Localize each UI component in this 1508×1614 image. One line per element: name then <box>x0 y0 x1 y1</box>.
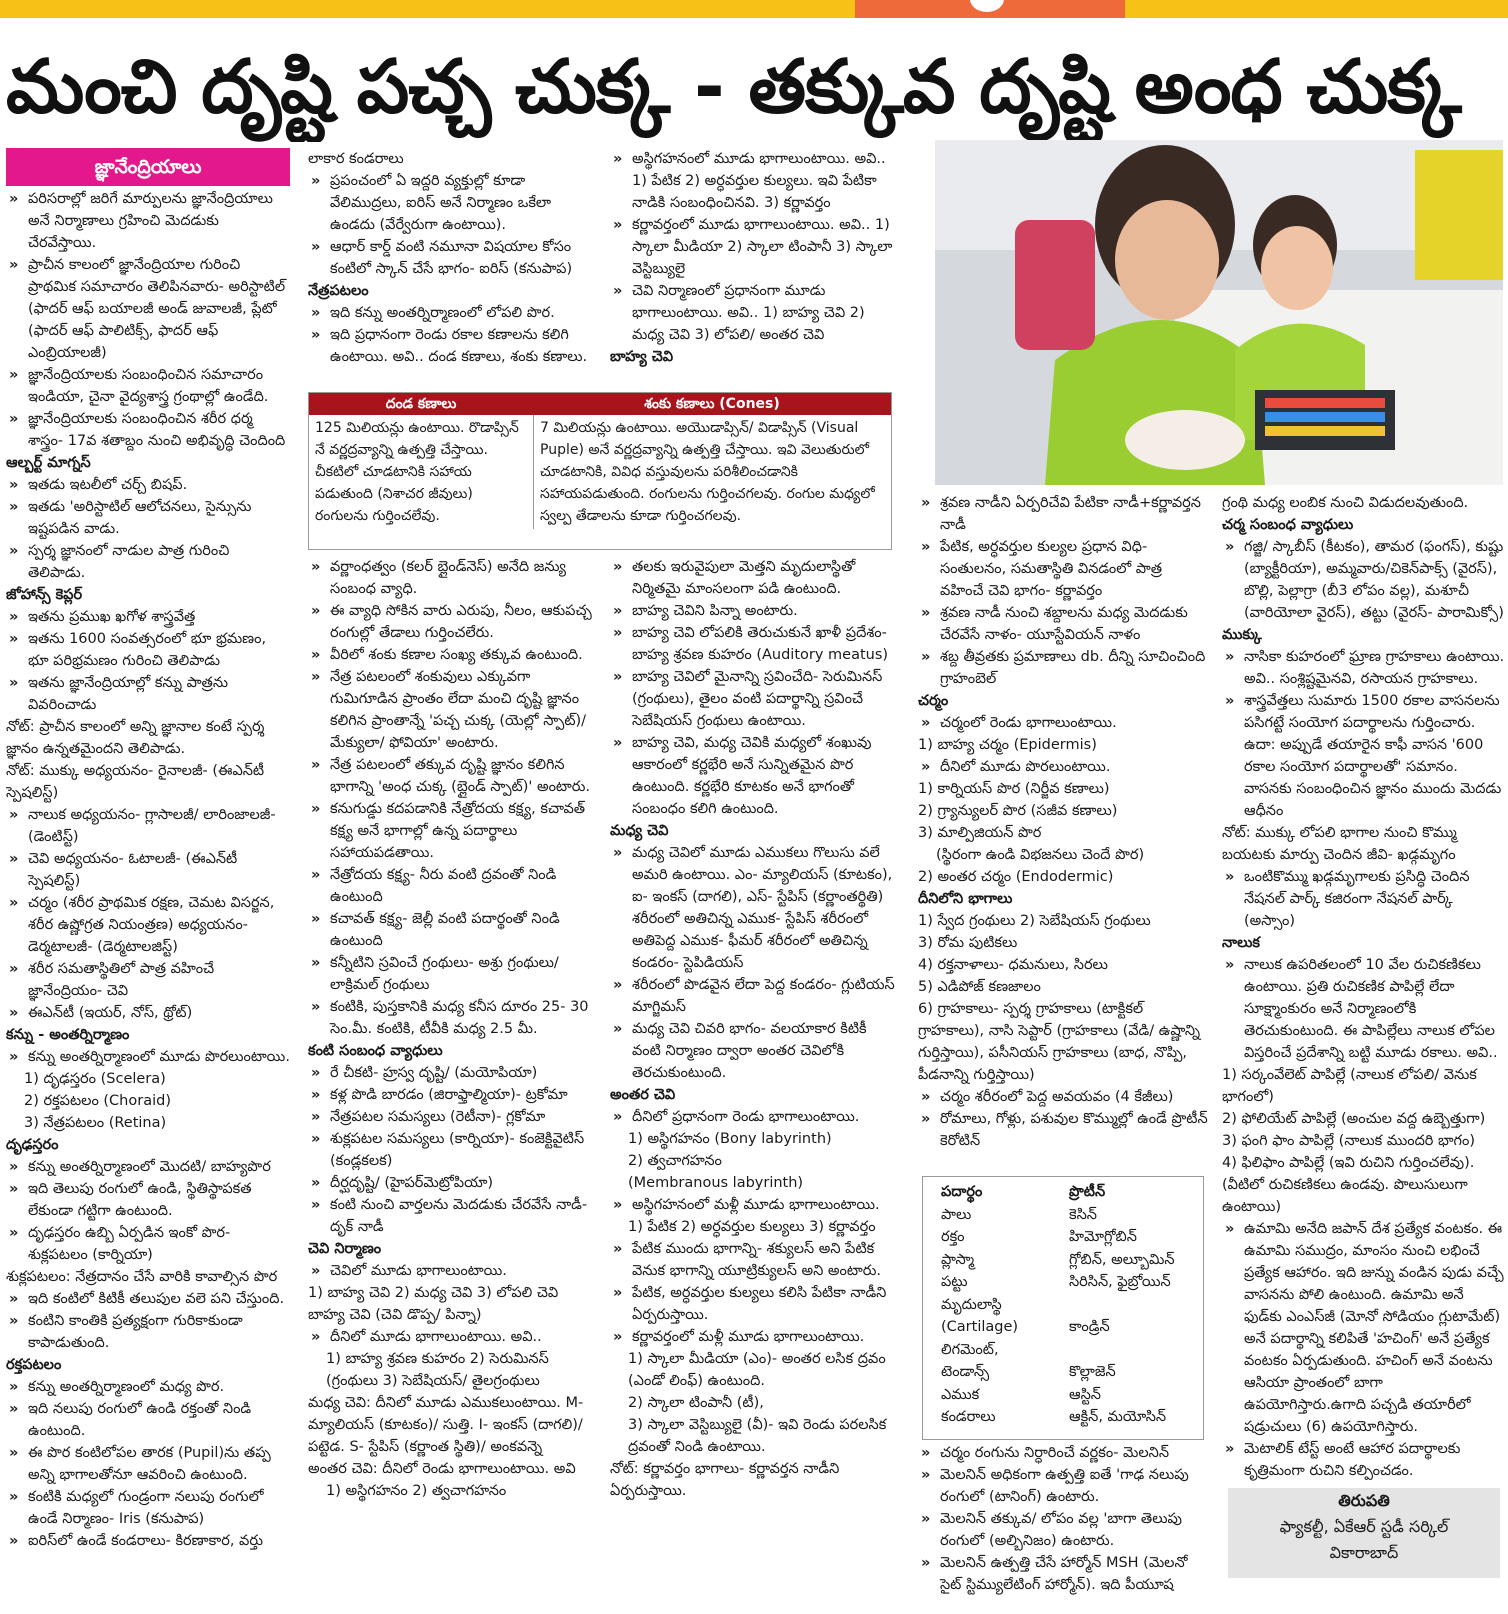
paragraph: నోట్: ముక్కు లోపలి భాగాల నుంచి కొమ్ము బయటకు మార్పు చెందిన జీవి- ఖడ్గమృగం <box>1222 825 1457 863</box>
indented-item: 2) స్కాలా టింపానీ (టీ), <box>628 1395 764 1411</box>
bullet-item: » బాహ్య చెవిని పిన్నా అంటారు. <box>610 600 900 622</box>
bullet-item: » జ్ఞానేంద్రియాలకు సంబంధించిన శరీర ధర్మ శాస్త్రం- 17వ శతాబ్దం నుంచి అభివృద్ధి చెందింది <box>6 408 290 452</box>
subheading: చెవి నిర్మాణం <box>308 1241 382 1257</box>
bullet-item: » మెలనిన్ తక్కువ/ లోపం వల్ల 'బాగా తెలుపు రంగులో (అల్బినిజం) ఉంటారు. <box>918 1508 1208 1552</box>
rods-text: 125 మిలియన్లు ఉంటాయి. రొడాప్సిన్ నే వర్ణద్రవ్యాన్ని ఉత్పత్తి చేస్తాయి. చీకటిలో చూడటానికి సహాయ పడుతుంది (నిశాచర జీవులు) రంగులను గుర్తించలేవు. <box>309 415 534 529</box>
indented-item: 2) త్వచాగహనం <box>628 1153 722 1169</box>
author-byline <box>1228 1488 1500 1578</box>
bullet-item: » పేటిక, అర్ధవర్తుల కుల్యలు కలిసి పేటికా నాడీని ఏర్పరుస్తాయి. <box>610 1282 900 1326</box>
bullet-item: » చెవిలో మూడు భాగాలుంటాయి. <box>308 1260 593 1282</box>
paragraph: లాకార కండరాలు <box>308 151 404 167</box>
paragraph: 4) రక్తనాళాలు- ధమనులు, సిరలు <box>918 957 1108 973</box>
bullet-item: » ఆధార్ కార్డ్ వంటి నమూనా విషయాల కోసం కంటిలో స్కాన్ చేసే భాగం- ఐరిస్ (కనుపాప) <box>308 236 593 280</box>
column-4-bottom <box>918 1442 1208 1610</box>
bullet-item: » ఇతడు 'అరిస్టాటిల్ ఆలోచనలు, సైన్సును ఇష్టపడిన వాడు. <box>6 496 290 540</box>
substance-cell: ఎముక <box>941 1386 980 1403</box>
protein-cell <box>1069 1339 1183 1362</box>
column-1 <box>6 148 290 1608</box>
paragraph: 6) గ్రాహకాలు- స్పర్శ గ్రాహకాలు (టాక్టికల్ గ్రాహకాలు), నాసి సెప్టార్ (గ్రాహకాలు (వేడి/ ఉష్ణాన్ని గుర్తిస్తాయి), పసీనియస్ గ్రాహకాలు (బాధ, నొప్పి, పీడనాన్ని గుర్తిస్తాయి) <box>918 1001 1200 1083</box>
bullet-item: » నేత్రోదయ కక్ష్య- నీరు వంటి ద్రవంతో నిండి ఉంటుంది <box>308 864 593 908</box>
cones-header: శంకు కణాలు (Cones) <box>644 396 780 412</box>
bullet-item: » ఇతను జ్ఞానేంద్రియాల్లో కన్ను పాత్రను వివరించాడు <box>6 672 290 716</box>
bullet-item: » కర్ణావర్తంలో మూడు భాగాలుంటాయి. అవి.. 1) స్కాలా మీడియా 2) స్కాలా టింపానీ 3) స్కాలా వెస్టిబ్యులై <box>610 214 900 280</box>
bullet-item: » ఈ పొర కంటిలోపల తారక (Pupil)ను తప్ప అన్ని భాగాలతోనూ ఆవరించి ఉంటుంది. <box>6 1442 290 1486</box>
protein-cell: హిమోగ్లోబిన్ <box>1069 1229 1137 1245</box>
column-4 <box>918 492 1208 1172</box>
paragraph: 2) అంతర చర్మం (Endodermic) <box>918 869 1114 885</box>
bullet-item: » ఒంటికొమ్ము ఖడ్గమృగాలకు ప్రసిద్ధి చెందిన నేషనల్ పార్క్ కజిరంగా నేషనల్ పార్క్ (అస్సాం) <box>1222 866 1506 932</box>
protein-cell: కెసిన్ <box>1069 1206 1097 1223</box>
bullet-item: » నాసికా కుహరంలో ఘ్రాణ గ్రాహకాలు ఉంటాయి. అవి.. సంశ్లిష్టమైనవి, రసాయన గ్రాహకాలు. <box>1222 646 1506 690</box>
paragraph: 4) ఫిలిఫాం పాపిల్లే (ఇవి రుచిని గుర్తించలేవు). (వీటిలో రుచికణికలు ఉండవు. పొలుసులుగా ఉంటాయి) <box>1222 1155 1475 1215</box>
author-affiliation: ఫ్యాకల్టీ, ఏకేఆర్ స్టడీ సర్కిల్ <box>1279 1517 1449 1536</box>
subheading: జోహాన్స్ కెప్లర్ <box>6 587 83 603</box>
subheading: కంటి సంబంధ వ్యాధులు <box>308 1043 443 1059</box>
column-3-bottom <box>610 556 900 1610</box>
bullet-item: » బాహ్య చెవి లోపలికి తెరుచుకునే ఖాళీ ప్రదేశం- బాహ్య శ్రవణ కుహరం (Auditory meatus) <box>610 622 900 666</box>
subheading: నాలుక <box>1222 935 1260 951</box>
paragraph: మధ్య చెవి: దీనిలో మూడు ఎముకలుంటాయి. M- మ్యాలియస్ (కూటకం)/ సుత్తి. I- ఇంకస్ (దాగలి)/ పట్టెడ. S- స్టేపిస్ (కర్ణాంత స్థితి)/ అంకవన్నె <box>308 1395 584 1455</box>
photo-illustration <box>935 140 1503 485</box>
protein-row <box>941 1204 1183 1227</box>
bullet-item: » నాలుక అధ్యయనం- గ్లాసాలజీ/ లారింజాలజీ- (డెంటిస్ట్) <box>6 804 290 848</box>
bullet-item: » పేటిక, అర్ధవర్తుల కుల్యల ప్రధాన విధి- సంతులనం, సమతాస్థితి వినడంలో పాత్ర వహించే చెవి భాగం- కర్ణావర్తం <box>918 536 1208 602</box>
bullet-item: » వర్ణాంధత్వం (కలర్ బ్లైండ్‌నెస్) అనేది జన్యు సంబంధ వ్యాధి. <box>308 556 593 600</box>
bullet-item: » బాహ్య చెవి, మధ్య చెవికి మధ్యలో శంఖువు ఆకారంలో కర్ణభేరి అనే సున్నితమైన పొర ఉంటుంది. కర్ణభేరి కూటకం అనే భాగంతో సంబంధం కలిగి ఉంటుంది. <box>610 732 900 820</box>
column-2-bottom <box>308 556 593 1610</box>
paragraph: అంతర చెవి: దీనిలో రెండు భాగాలుంటాయి. అవి <box>308 1461 576 1477</box>
paragraph: 2) గ్ర్యాన్యులర్ పొర (సజీవ కణాలు) <box>918 803 1118 819</box>
bullet-item: » నేత్ర పటలంలో శంకువులు ఎక్కువగా గుమిగూడిన ప్రాంతం లేదా మంచి దృష్టి జ్ఞానం కలిగిన ప్రాంతాన్నే 'పచ్చ చుక్క (యెల్లో స్పాట్)/ మేక్యులా/ ఫోవియా' అంటారు. <box>308 666 593 754</box>
paragraph: 1) కార్నియస్ పొర (నిర్జీవ కణాలు) <box>918 781 1110 797</box>
bullet-item: » ఇది తెలుపు రంగులో ఉండి, స్థితిస్థాపకత లేకుండా గట్టిగా ఉంటుంది. <box>6 1178 290 1222</box>
bullet-item: » ఇది కన్ను అంతర్నిర్మాణంలో లోపలి పొర. <box>308 302 593 324</box>
indented-item: 1) బాహ్య శ్రవణ కుహరం 2) సెరుమినస్ (గ్రంథులు 3) సెబేషియస్/ తైలగ్రంథులు <box>326 1351 549 1389</box>
substance-cell: మృదులాస్థి <box>941 1296 1002 1313</box>
bullet-item: » కంటిని కాంతికి ప్రత్యక్షంగా గురికాకుండా కాపాడుతుంది. <box>6 1310 290 1354</box>
paragraph: నోట్: ముక్కు అధ్యయనం- రైనాలజీ- (ఈఎన్‌టీ స్పెషలిస్ట్) <box>6 763 265 801</box>
bullet-item: » కనుగుడ్డు కదపడానికి నేత్రోదయ కక్ష్య, కచావత్ కక్ష్య అనే భాగాల్లో ఉన్న పదార్థాలు సహాయపడతాయి. <box>308 798 593 864</box>
bullet-item: » బాహ్య చెవిలో మైనాన్ని స్రవించేది- సెరుమినస్ (గ్రంథులు), తైలం వంటి పదార్థాన్ని స్రవించే సెబేషియస్ గ్రంథులు ఉంటాయి. <box>610 666 900 732</box>
substance-cell: కండరాలు <box>941 1409 996 1425</box>
indented-item: 3) నేత్రపటలం (Retina) <box>24 1115 167 1131</box>
bullet-item: » గజ్జి/ స్కాబీస్ (కీటకం), తామర (ఫంగస్), కుష్టు (బ్యాక్టీరియా), అమ్మవారు/చికెన్‌పాక్స్ (వైరస్), బొల్లి, పెల్లాగ్రా (బీ3 లోపం వల్ల), మశూచీ (వారియోలా వైరస్), తట్టు (వైరస్- పారామిక్సో) <box>1222 536 1506 624</box>
paragraph: 1) స్వేద గ్రంథులు 2) సెబేషియస్ గ్రంథులు <box>918 913 1151 929</box>
protein-cell <box>1069 1294 1183 1317</box>
subheading: దృఢస్తరం <box>6 1137 59 1153</box>
substance-cell: టెండాన్స్ <box>941 1364 990 1380</box>
protein-row <box>941 1226 1183 1249</box>
bullet-item: » శరీరంలో పొడవైన లేదా పెద్ద కండరం- గ్లుటియస్ మాగ్జిమస్ <box>610 974 900 1018</box>
bullet-item: » చర్మం రంగును నిర్ధారించే వర్ణకం- మెలనిన్ <box>918 1442 1208 1464</box>
bullet-item: » ఐరిస్‌లో ఉండే కండరాలు- కిరణాకార, వర్తు <box>6 1530 290 1552</box>
bullet-item: » శ్రవణ నాడీ నుంచి శబ్దాలను మధ్య మెదడుకు చేరవేసే నాళం- యూస్టేవియన్ నాళం <box>918 602 1208 646</box>
bullet-item: » చర్మం (శరీర ప్రాథమిక రక్షణ, చెమట విసర్జన, శరీర ఉష్ణోగ్రత నియంత్రణ) అధ్యయనం- డెర్మటాలజీ- (డెర్మటాలజిస్ట్) <box>6 892 290 958</box>
section-tag: జ్ఞానేంద్రియాలు <box>6 148 290 186</box>
bullet-item: » మధ్య చెవి చివరి భాగం- వలయాకార కిటికీ వంటి నిర్మాణం ద్వారా అంతర చెవిలోకి తెరచుకుంటుంది. <box>610 1018 900 1084</box>
bullet-item: » ఇతను 1600 సంవత్సరంలో భూ భ్రమణం, భూ పరిభ్రమణం గురించి తెలిపాడు <box>6 628 290 672</box>
indented-item: 3) స్కాలా వెస్టిబ్యులై (వీ)- ఇవి రెండు పరలసిక ద్రవంతో నిండి ఉంటాయి. <box>628 1417 887 1455</box>
protein-row <box>941 1271 1183 1294</box>
cones-text: 7 మిలియన్లు ఉంటాయి. అయొడాప్సిన్/ విడాప్సిన్ (Visual Puple) అనే వర్ణద్రవ్యాన్ని ఉత్పత్తి చేస్తాయి. ఇవి వెలుతురులో చూడటానికి, వివిధ వస్తువులను పరిశీలించడానికి సహాయపడుతుంది. రంగులను గుర్తించగలవు. రంగుల మధ్యలో స్వల్ప తేడాలను కూడా గుర్తించగలవు. <box>540 420 875 524</box>
substance-cell: పాలు <box>941 1206 972 1223</box>
bullet-item: » ఈ వ్యాధి సోకిన వారు ఎరుపు, నీలం, ఆకుపచ్చ రంగుల్లో తేడాలు గుర్తించలేరు. <box>308 600 593 644</box>
bullet-item: » రోమాలు, గోళ్లు, పశువుల కొమ్ముల్లో ఉండే ప్రొటీన్ కెరోటిన్ <box>918 1108 1208 1152</box>
bullet-item: » కంటికి మధ్యలో గుండ్రంగా నలుపు రంగులో ఉండే నిర్మాణం- Iris (కనుపాప) <box>6 1486 290 1530</box>
bullet-item: » అస్థిగహనంలో మూడు భాగాలుంటాయి. అవి.. 1) పేటిక 2) అర్ధవర్తుల కుల్యలు. ఇవి పేటికా నాడికి సంబంధించినవి. 3) కర్ణావర్తం <box>610 148 900 214</box>
bullet-item: » కన్ను అంతర్నిర్మాణంలో మొదటి/ బాహ్యపొర <box>6 1156 290 1178</box>
bullet-item: » నేత్రపటల సమస్యలు (రెటీనా)- గ్లకోమా <box>308 1106 593 1128</box>
bullet-item: » దృఢస్తరం ఉబ్బి ఏర్పడిన ఇంకో పొర- శుక్లపటలం (కార్నియా) <box>6 1222 290 1266</box>
paragraph: 5) ఎడిపోజ్ కణజాలం <box>918 979 1041 995</box>
bullet-item: » కంటికి, పుస్తకానికి మధ్య కనీస దూరం 25- 30 సెం.మీ. కంటికి, టీవీకి మధ్య 2.5 మీ. <box>308 996 593 1040</box>
bullet-item: » చెవి నిర్మాణంలో ప్రధానంగా మూడు భాగాలుంటాయి. అవి.. 1) బాహ్య చెవి 2) మధ్య చెవి 3) లోపలి/ అంతర చెవి <box>610 280 900 346</box>
bullet-item: » రే చీకటి- హ్రస్వ దృష్టి/ (మయోపియా) <box>308 1062 593 1084</box>
bullet-item: » చర్మం శరీరంలో పెద్ద అవయవం (4 కేజీలు) <box>918 1086 1208 1108</box>
indented-item: 1) దృఢస్తరం (Scelera) <box>24 1071 166 1087</box>
paragraph: గ్రంథి మధ్య లంబిక నుంచి విడుదలవుతుంది. <box>1222 495 1469 511</box>
bullet-item: » దీనిలో మూడు పొరలుంటాయి. <box>918 756 1208 778</box>
paragraph: 2) ఫోలియేట్ పాపిల్లే (అంచుల వద్ద ఉబ్బెత్తుగా) <box>1222 1111 1486 1127</box>
subheading: మధ్య చెవి <box>610 823 669 839</box>
subheading: రక్తపటలం <box>6 1357 62 1373</box>
substance-cell: రక్తం <box>941 1229 965 1245</box>
protein-header-substance: పదార్థం <box>941 1184 983 1200</box>
bullet-item: » అస్థిగహనంలో మళ్లీ మూడు భాగాలుంటాయి. <box>610 1194 900 1216</box>
page-headline: మంచి దృష్టి పచ్చ చుక్క - తక్కువ దృష్టి అంధ చుక్క <box>6 44 1461 130</box>
protein-table <box>922 1176 1204 1440</box>
bullet-item: » కన్నీటిని స్రవించే గ్రంథులు- అశ్రు గ్రంథులు/ లాక్రిమల్ గ్రంథులు <box>308 952 593 996</box>
bullet-item: » శుక్లపటల సమస్యలు (కార్నియా)- కంజెక్టివైటిస్ (కండ్లకలక) <box>308 1128 593 1172</box>
protein-cell: గ్లోబిన్, అల్బూమిన్ <box>1069 1251 1175 1268</box>
author-location: వికారాబాద్ <box>1329 1543 1399 1562</box>
bullet-item: » ఇది కంటిలో కిటికీ తలుపుల వలె పని చేస్తుంది. <box>6 1288 290 1310</box>
bullet-item: » శబ్ద తీవ్రతకు ప్రమాణాలు db. దీన్ని సూచించింది గ్రాహంబెల్ <box>918 646 1208 690</box>
bullet-item: » కంటి నుంచి వార్తలను మెదడుకు చేరవేసే నాడీ- దృక్ నాడీ <box>308 1194 593 1238</box>
protein-row <box>941 1249 1183 1272</box>
indented-item: (స్థిరంగా ఉండి విభజనలు చెందే పొర) <box>936 847 1145 863</box>
author-name: తిరుపతి <box>1338 1491 1390 1510</box>
bullet-item: » ప్రపంచంలో ఏ ఇద్దరి వ్యక్తుల్లో కూడా వేలిముద్రలు, ఐరిస్ అనే నిర్మాణం ఒకేలా ఉండదు (వేర్వేరుగా ఉంటాయి). <box>308 170 593 236</box>
bullet-item: » ఇతడు ఇటలీలో చర్చ్ బిషప్. <box>6 474 290 496</box>
subheading: ఆల్బర్ట్ మాగ్నస్ <box>6 455 91 471</box>
indented-item: 1) స్కాలా మీడియా (ఎం)- అంతర లసిక ద్రవం (ఎండో లింఫ్) ఉంటుంది. <box>628 1351 886 1389</box>
bullet-item: » శ్రవణ నాడీని ఏర్పరిచేవి పేటికా నాడీ+కర్ణావర్తన నాడీ <box>918 492 1208 536</box>
bullet-item: » తలకు ఇరువైపులా మెత్తని మృదులాస్థితో నిర్మితమై మాంసలంగా పడి ఉంటుంది. <box>610 556 900 600</box>
bullet-item: » ఇది నలుపు రంగులో ఉండి రక్తంతో నిండి ఉంటుంది. <box>6 1398 290 1442</box>
bullet-item: » పేటిక ముందు భాగాన్ని- శక్యులస్ అని పేటిక వెనుక భాగాన్ని యూట్రిక్యులస్ అని అంటారు. <box>610 1238 900 1282</box>
substance-cell: (Cartilage) <box>941 1319 1019 1335</box>
subheading: చర్మ సంబంధ వ్యాధులు <box>1222 517 1354 533</box>
subheading: కన్ను - అంతర్నిర్మాణం <box>6 1027 130 1043</box>
subheading: చర్మం <box>918 693 949 709</box>
paragraph: 3) ఫంగి ఫాం పాపిల్లే (నాలుక ముందరి భాగం) <box>1222 1133 1476 1149</box>
rods-header: దండ కణాలు <box>385 396 457 412</box>
bullet-item: » పరిసరాల్లో జరిగే మార్పులను జ్ఞానేంద్రియాలు అనే నిర్మాణాలు గ్రహించి మెదడుకు చేరవేస్తాయి. <box>6 188 290 254</box>
paragraph: 3) రోమ పుటికలు <box>918 935 1018 951</box>
protein-cell: ఆక్టిన్, మయోసిన్ <box>1069 1409 1167 1425</box>
indented-item: 1) అస్థిగహనం (Bony labyrinth) <box>628 1131 832 1147</box>
protein-cell: కొల్లాజెన్ <box>1069 1364 1116 1380</box>
protein-row <box>941 1384 1183 1407</box>
subheading: ముక్కు <box>1222 627 1262 643</box>
protein-row <box>941 1339 1183 1362</box>
bullet-item: » జ్ఞానేంద్రియాలకు సంబంధించిన సమాచారం ఇండియా, చైనా వైద్యశాస్త్ర గ్రంథాల్లో ఉండేది. <box>6 364 290 408</box>
bullet-item: » వీరిలో శంకు కణాల సంఖ్య తక్కువ ఉంటుంది. <box>308 644 593 666</box>
column-3-top <box>610 148 900 384</box>
bullet-item: » కర్ణావర్తంలో మళ్లీ మూడు భాగాలుంటాయి. <box>610 1326 900 1348</box>
bullet-item: » ఈఎన్‌టీ (ఇయర్, నోస్, థ్రోట్) <box>6 1002 290 1024</box>
paragraph: 1) బాహ్య చెవి 2) మధ్య చెవి 3) లోపలి చెవి బాహ్య చెవి (చెవి డొప్ప/ పిన్నా) <box>308 1285 559 1323</box>
bullet-item: » ఇతను ప్రముఖ ఖగోళ శాస్త్రవేత్త <box>6 606 290 628</box>
paragraph: నోట్: కర్ణావర్తం భాగాలు- కర్ణావర్తన నాడీని ఏర్పరుస్తాయి. <box>610 1461 840 1499</box>
bullet-item: » మెలనిన్ అధికంగా ఉత్పత్తి ఐతే 'గాఢ నలుపు రంగులో (టానింగ్) ఉంటారు. <box>918 1464 1208 1508</box>
protein-row <box>941 1316 1183 1339</box>
substance-cell: లిగమెంట్, <box>941 1341 999 1358</box>
protein-header-protein: ప్రొటీన్ <box>1069 1184 1106 1200</box>
bullet-item: » శరీర సమతాస్థితిలో పాత్ర వహించే జ్ఞానేంద్రియం- చెవి <box>6 958 290 1002</box>
top-color-bar <box>0 0 1508 18</box>
paragraph: 3) మాల్పిజియన్ పొర <box>918 825 1042 841</box>
bullet-item: » మెటాలిక్ టేస్ట్ అంటే ఆహార పదార్థాలకు కృత్రిమంగా రుచిని కల్పించడం. <box>1222 1438 1506 1482</box>
students-photo <box>935 140 1503 485</box>
bullet-item: » ఉమామి అనేది జపాన్ దేశ ప్రత్యేక వంటకం. ఈ ఉమామి సముద్రం, మాంసం నుంచి లభించే ప్రత్యేక ఆహారం. ఇది జున్ను వండిన పుడు వచ్చే వాసనను పోలి ఉంటుంది. ఉమామి అనే ఫుడ్‌కు ఎంఎస్‌జీ (మోనో సోడియం గ్లుటామేట్) అనే పదార్థాన్ని కలిపితే 'హచింగ్' అనే ప్రత్యేక వంటకం ఏర్పడుతుంది. హచింగ్ అనే వంటను ఆసియా ప్రాంతంలో బాగా ఉపయోగిస్తారు.ఉగాది పచ్చడి తయారీలో షడ్రుచులు (6) ఉపయోగిస్తారు. <box>1222 1218 1506 1438</box>
rods-cones-table <box>308 392 892 550</box>
bullet-item: » ఇది ప్రధానంగా రెండు రకాల కణాలను కలిగి ఉంటాయి. అవి.. దండ కణాలు, శంకు కణాలు. <box>308 324 593 368</box>
protein-row <box>941 1406 1183 1429</box>
bullet-item: » నాలుక ఉపరితలంలో 10 వేల రుచికణికలు ఉంటాయి. ప్రతి రుచికణిక పాపిల్లే లేదా సూక్ష్మాంకురం అనే నిర్మాణంలోకి తెరచుకుంటుంది. ఈ పాపిల్లేలు నాలుక లోపల విస్తరించే ప్రదేశాన్ని బట్టి మూడు రకాలు. అవి.. <box>1222 954 1506 1064</box>
column-2-top <box>308 148 593 384</box>
bullet-item: » మెలనిన్ ఉత్పత్తి చేసే హార్మోన్ MSH (మెలనో సైట్ స్టిమ్యులేటింగ్ హార్మోన్). ఇది పీయూష <box>918 1552 1208 1596</box>
substance-cell: ప్లాస్మా <box>941 1251 975 1268</box>
substance-cell: పట్టు <box>941 1274 968 1290</box>
protein-cell: ఆస్టిన్ <box>1069 1386 1101 1403</box>
subheading: అంతర చెవి <box>610 1087 676 1103</box>
bullet-item: » శాస్త్రవేత్తలు సుమారు 1500 రకాల వాసనలను పసిగట్టే సంయోగ పదార్థాలను గుర్తించారు. ఉదా: అప్పుడే తయారైన కాఫీ వాసన '600 రకాల సంయోగ పదార్థాలతో' సమానం. వాసనకు సంబంధించిన జ్ఞానం ముందు మెదడు ఆధీనం <box>1222 690 1506 822</box>
bullet-item: » చెవి అధ్యయనం- ఓటాలజీ- (ఈఎన్‌టీ స్పెషలిస్ట్) <box>6 848 290 892</box>
paragraph: శుక్లపటలం: నేత్రదానం చేసే వారికి కావాల్సిన పొర <box>6 1269 278 1285</box>
bullet-item: » మధ్య చెవిలో మూడు ఎముకలు గొలుసు వలే అమరి ఉంటాయి. ఎం- మ్యాలియస్ (కూటకం), ఐ- ఇంకస్ (దాగలి), ఎస్- స్టేపిస్ (కర్ణాంతర్థితి) శరీరంలో అతిచిన్న ఎముక- స్టేపిస్ శరీరంలో అతిపెద్ద ఎముక- ఫీమర్ శరీరంలో అతిచిన్న కండరం- స్టెపిడియస్ <box>610 842 900 974</box>
indented-item: 1) పేటిక 2) అర్ధవర్తుల కుల్యలు 3) కర్ణావర్తం <box>628 1219 876 1235</box>
column-5 <box>1222 492 1506 1482</box>
paragraph: 1) సర్కంవేలెట్ పాపిల్లే (నాలుక లోపలి/ వెనుక భాగంలో) <box>1222 1067 1477 1105</box>
indented-item: 1) అస్థిగహనం 2) త్వచాగహనం <box>326 1483 507 1499</box>
bullet-item: » దీనిలో మూడు భాగాలుంటాయి. అవి.. <box>308 1326 593 1348</box>
bullet-item: » నేత్ర పటలంలో తక్కువ దృష్టి జ్ఞానం కలిగిన భాగాన్ని 'అంధ చుక్క (బ్లైండ్ స్పాట్)' అంటారు. <box>308 754 593 798</box>
indented-item: 2) రక్తపటలం (Choraid) <box>24 1093 171 1109</box>
bullet-item: » స్పర్శ జ్ఞానంలో నాడుల పాత్ర గురించి తెలిపాడు. <box>6 540 290 584</box>
protein-cell: సిరిసిన్, ఫైబ్రోయిన్ <box>1069 1274 1171 1290</box>
paragraph: 1) బాహ్య చర్మం (Epidermis) <box>918 737 1097 753</box>
protein-row <box>941 1361 1183 1384</box>
bullet-item: » కన్ను అంతర్నిర్మాణంలో మధ్య పొర. <box>6 1376 290 1398</box>
paragraph: నోట్: ప్రాచీన కాలంలో అన్ని జ్ఞానాల కంటే స్పర్శ జ్ఞానం ఉన్నతమైందని తెలిపాడు. <box>6 719 265 757</box>
subheading: నేత్రపటలం <box>308 283 369 299</box>
protein-cell: కాండ్రిన్ <box>1069 1319 1110 1335</box>
subheading: బాహ్య చెవి <box>610 349 674 365</box>
bullet-item: » చర్మంలో రెండు భాగాలుంటాయి. <box>918 712 1208 734</box>
bullet-item: » కచావత్ కక్ష్య- జెల్లీ వంటి పదార్థంతో నిండి ఉంటుంది <box>308 908 593 952</box>
protein-row <box>941 1294 1183 1317</box>
bullet-item: » కన్ను అంతర్నిర్మాణంలో మూడు పొరలుంటాయి. <box>6 1046 290 1068</box>
bullet-item: » కళ్ల పొడి బారడం (జిరాఫ్తాల్మియా)- ట్రకోమా <box>308 1084 593 1106</box>
bullet-item: » ప్రాచీన కాలంలో జ్ఞానేంద్రియాల గురించి ప్రాథమిక సమాచారం తెలిపినవారు- అరిస్టాటిల్ (ఫాదర్ ఆఫ్ బయాలజీ అండ్ జువాలజీ, ప్లేటో (ఫాదర్ ఆఫ్ పాలిటిక్స్, ఫాదర్ ఆఫ్ ఎంబ్రియాలజీ) <box>6 254 290 364</box>
indented-item: (Membranous labyrinth) <box>628 1175 804 1191</box>
bullet-item: » దీర్ఘదృష్టి/ (హైపర్‌మెట్రోపియా) <box>308 1172 593 1194</box>
subheading: దీనిలోని భాగాలు <box>918 891 1013 907</box>
bullet-item: » దీనిలో ప్రధానంగా రెండు భాగాలుంటాయి. <box>610 1106 900 1128</box>
